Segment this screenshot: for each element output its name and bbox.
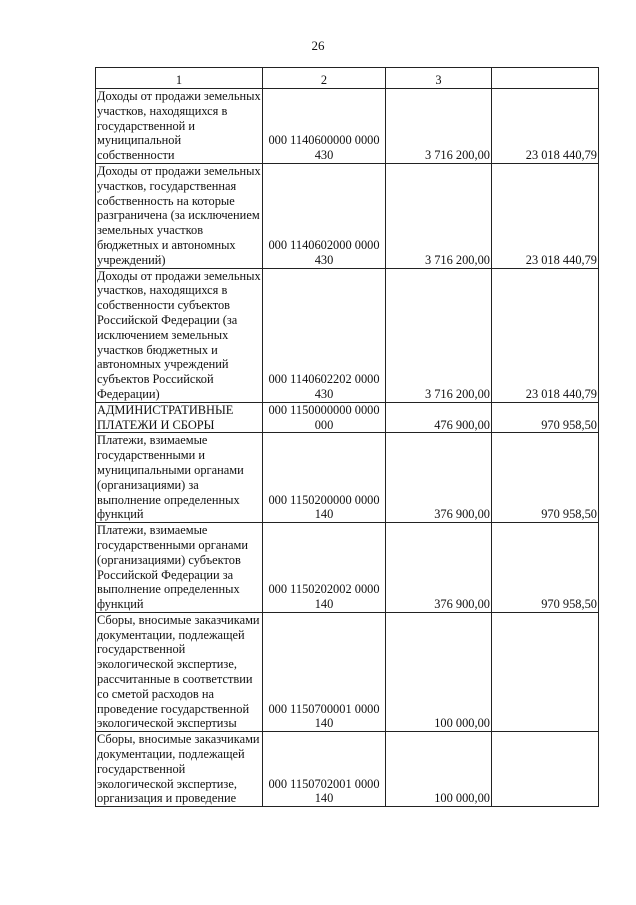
column-header-3: 3 <box>386 68 492 89</box>
budget-code-cell: 000 1140602000 0000 430 <box>263 163 386 268</box>
table-row <box>96 612 599 731</box>
column-header-2: 2 <box>263 68 386 89</box>
amount-actual-cell <box>492 732 599 807</box>
table-header <box>96 68 599 89</box>
budget-code-cell: 000 1150700001 0000 140 <box>263 612 386 731</box>
amount-actual-cell: 970 958,50 <box>492 433 599 523</box>
amount-planned-cell: 3 716 200,00 <box>386 163 492 268</box>
revenue-name-cell: Доходы от продажи земельных участков, находящихся в государственной и муниципальной собственности <box>97 89 261 163</box>
revenue-name-cell: Сборы, вносимые заказчиками документации, подлежащей государственной экологической экспертизе, организация и проведение <box>96 732 263 807</box>
header-row <box>96 68 599 89</box>
table-row <box>96 732 599 807</box>
table-body <box>96 89 599 807</box>
amount-planned-cell: 376 900,00 <box>386 523 492 613</box>
amount-actual-cell: 23 018 440,79 <box>492 89 599 164</box>
revenue-name-cell: Доходы от продажи земельных участков, государственная собственность на которые разграничена (за исключением земельных участков бюджетных и автономных учреждений) <box>97 163 261 267</box>
budget-code-cell: 000 1140600000 0000 430 <box>263 89 386 164</box>
amount-actual-cell <box>492 612 599 731</box>
revenue-name-cell: АДМИНИСТРАТИВНЫЕ ПЛАТЕЖИ И СБОРЫ <box>96 402 263 433</box>
amount-planned-cell: 376 900,00 <box>386 433 492 523</box>
amount-actual-cell: 23 018 440,79 <box>492 163 599 268</box>
revenue-name-cell: Платежи, взимаемые государственными органами (организациями) субъектов Российской Федерации за выполнение определенных функций <box>96 523 263 613</box>
amount-planned-cell: 476 900,00 <box>386 402 492 433</box>
budget-code-cell: 000 1150702001 0000 140 <box>263 732 386 807</box>
column-header-1: 1 <box>96 68 263 89</box>
amount-planned-cell: 3 716 200,00 <box>386 89 492 164</box>
column-header-4 <box>492 68 599 89</box>
budget-code-cell: 000 1150202002 0000 140 <box>263 523 386 613</box>
amount-actual-cell: 23 018 440,79 <box>492 268 599 402</box>
table-row <box>96 89 599 164</box>
table-row <box>96 402 599 433</box>
amount-planned-cell: 100 000,00 <box>386 612 492 731</box>
table-row <box>96 433 599 523</box>
revenue-name-cell: Платежи, взимаемые государственными и муниципальными органами (организациями) за выполнение определенных функций <box>96 433 263 523</box>
table-row <box>96 268 599 402</box>
table-row <box>96 163 599 268</box>
amount-actual-cell: 970 958,50 <box>492 523 599 613</box>
budget-code-cell: 000 1140602202 0000 430 <box>263 268 386 402</box>
table-row <box>96 523 599 613</box>
amount-planned-cell: 3 716 200,00 <box>386 268 492 402</box>
budget-code-cell: 000 1150000000 0000 000 <box>263 402 386 433</box>
revenue-name-cell: Доходы от продажи земельных участков, находящихся в собственности субъектов Российской Федерации (за исключением земельных участков бюджетных и автономных учреждений субъектов Российской Федерации) <box>97 268 261 401</box>
revenue-name-cell: Сборы, вносимые заказчиками документации, подлежащей государственной экологической экспертизе, рассчитанные в соответствии со сметой расходов на проведение государственной экологической экспертизы <box>96 612 263 731</box>
amount-actual-cell: 970 958,50 <box>492 402 599 433</box>
page-number: 26 <box>311 38 325 53</box>
budget-revenue-table <box>95 67 599 807</box>
budget-code-cell: 000 1150200000 0000 140 <box>263 433 386 523</box>
amount-planned-cell: 100 000,00 <box>386 732 492 807</box>
